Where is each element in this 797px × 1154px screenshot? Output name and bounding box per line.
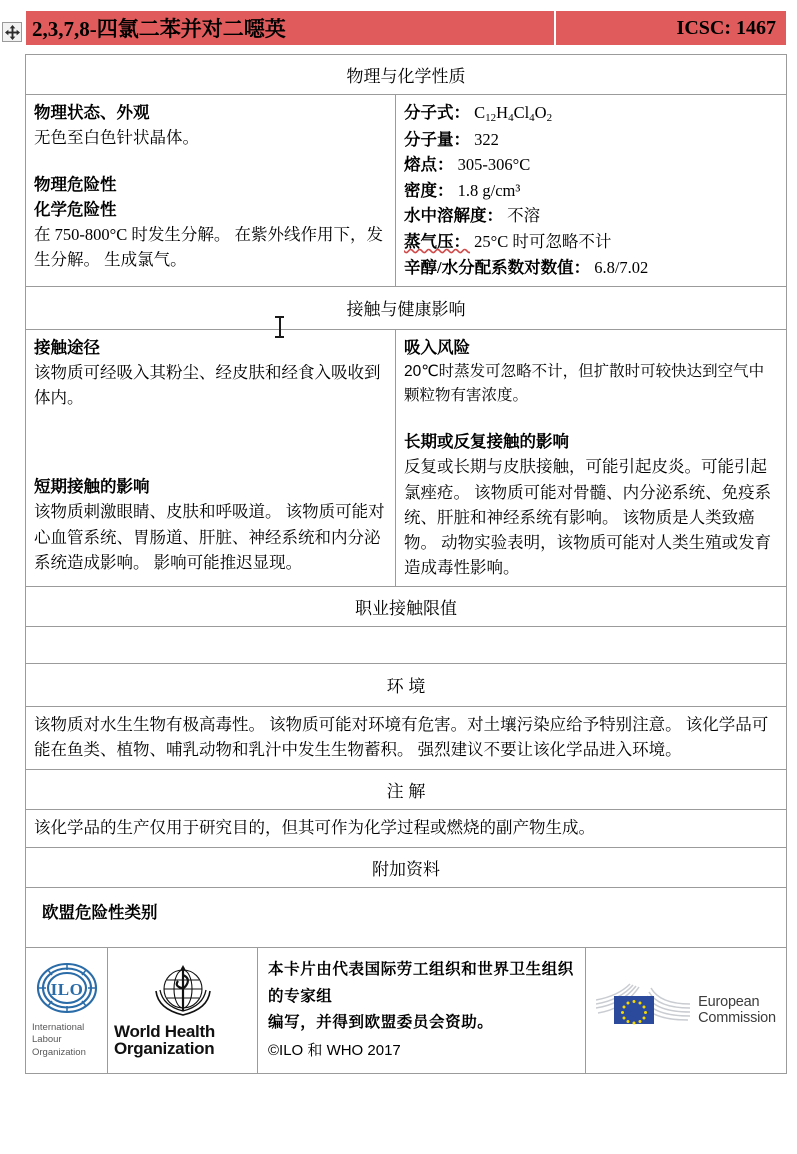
notes-text: 该化学品的生产仅用于研究目的，但其可作为化学过程或燃烧的副产物生成。 xyxy=(34,817,595,837)
eu-text-line-2: Commission xyxy=(698,1010,776,1027)
melting-point xyxy=(404,152,778,178)
water-solubility-value: 不溶 xyxy=(507,206,541,226)
ilo-logo-label xyxy=(30,1022,86,1060)
molecular-weight xyxy=(404,127,778,153)
long-term-text: 反复或长期与皮肤接触，可能引起皮炎。可能引起氯痤疮。 该物质可能对骨髓、内分泌系统、免疫系统、肝脏和神经系统有影响。 该物质是人类致癌物。 动物实验表明，该物质可能对人类生殖或发育造成毒性影响。 xyxy=(404,457,772,577)
physical-state-heading: 物理状态、外观 xyxy=(34,103,150,122)
molecular-weight-label: 分子量： xyxy=(404,129,470,149)
credit-line-2: 编写，并得到欧盟委员会资助。 xyxy=(268,1014,494,1032)
who-label-line-1: World Health xyxy=(114,1021,215,1041)
density-value: 1.8 g/cm³ xyxy=(457,180,521,200)
card-header xyxy=(25,10,787,46)
substance-title: 2,3,7,8-四氯二苯并对二噁英 xyxy=(26,11,554,45)
inhalation-risk-text: 20℃时蒸发可忽略不计，但扩散时可较快达到空气中颗粒物有害浓度。 xyxy=(404,363,765,404)
molecular-formula-value: $C_{12}H_4Cl_4O_2$ xyxy=(474,103,553,124)
logp-label: 辛醇/水分配系数对数值： xyxy=(404,257,591,277)
logp-value: 6.8/7.02 xyxy=(594,257,649,277)
physical-chemical-right xyxy=(396,95,786,286)
short-term-text: 该物质刺激眼睛、皮肤和呼吸道。 该物质可能对心血管系统、胃肠道、肝脏、神经系统和内分泌系统造成影响。 影响可能推迟显现。 xyxy=(34,502,385,572)
exposure-health-row xyxy=(26,330,786,587)
section-heading-environment: 环 境 xyxy=(26,664,786,707)
eu-text-line-1: European xyxy=(698,993,760,1010)
ilo-logo-cell xyxy=(26,948,108,1072)
additional-body xyxy=(26,888,786,948)
notes-body xyxy=(26,810,786,848)
vapour-pressure-label: 蒸气压： xyxy=(404,232,470,252)
svg-text:ILO: ILO xyxy=(50,979,83,999)
card-body xyxy=(25,54,787,1074)
eu-logo-wrap xyxy=(596,982,776,1038)
molecular-weight-value: 322 xyxy=(474,129,499,149)
physical-danger-heading: 物理危险性 xyxy=(34,175,117,195)
chemical-danger-text: 在 750-800°C 时发生分解。 在紫外线作用下，发生分解。 生成氯气。 xyxy=(34,225,383,270)
logp xyxy=(404,255,778,281)
spacer xyxy=(34,150,387,172)
european-commission-flag-icon xyxy=(596,982,692,1038)
ilo-label-line-3: Organization xyxy=(32,1047,86,1059)
eu-classification-heading: 欧盟危险性类别 xyxy=(42,903,158,923)
inhalation-risk-heading: 吸入风险 xyxy=(404,338,470,358)
vapour-pressure-value: 25°C 时可忽略不计 xyxy=(474,232,612,252)
copyright-line: ©ILO 和 WHO 2017 xyxy=(268,1042,401,1060)
density-label: 密度： xyxy=(404,180,454,200)
melting-point-label: 熔点： xyxy=(404,155,454,175)
move-arrows-icon xyxy=(5,25,20,40)
ilo-label-line-2: Labour xyxy=(32,1034,62,1046)
molecular-formula xyxy=(404,100,778,127)
who-label-line-2: Organization xyxy=(114,1039,215,1059)
chemical-danger-heading: 化学危险性 xyxy=(34,200,117,220)
exposure-routes-heading: 接触途径 xyxy=(34,338,100,358)
credit-line-1: 本卡片由代表国际劳工组织和世界卫生组织的专家组 xyxy=(268,961,574,1005)
vapour-pressure xyxy=(404,229,778,255)
environment-body xyxy=(26,707,786,770)
water-solubility xyxy=(404,203,778,229)
exposure-health-right xyxy=(396,330,786,586)
short-term-heading: 短期接触的影响 xyxy=(34,477,150,497)
density xyxy=(404,178,778,204)
section-heading-physical-chemical: 物理与化学性质 xyxy=(26,55,786,95)
environment-text: 该物质对水生生物有极高毒性。 该物质可能对环境有危害。对土壤污染应给予特别注意。 该化学品可能在鱼类、植物、哺乳动物和乳汁中发生生物蓄积。 强烈建议不要让该化学品进入环境。 xyxy=(34,714,769,759)
eu-logo-cell xyxy=(586,948,786,1072)
text-cursor xyxy=(275,316,284,338)
molecular-formula-label: 分子式： xyxy=(404,103,470,122)
physical-chemical-row xyxy=(26,95,786,287)
credit-cell xyxy=(258,948,586,1072)
long-term-heading: 长期或反复接触的影响 xyxy=(404,432,569,452)
who-logo-cell xyxy=(108,948,258,1072)
section-heading-occupational-limits: 职业接触限值 xyxy=(26,587,786,627)
section-heading-exposure-health: 接触与健康影响 xyxy=(26,287,786,330)
physical-chemical-left xyxy=(26,95,396,286)
move-handle[interactable] xyxy=(2,22,22,42)
section-heading-notes: 注 解 xyxy=(26,770,786,810)
eu-logo-text xyxy=(698,994,776,1027)
ilo-logo-icon xyxy=(34,961,100,1017)
card-footer xyxy=(26,948,786,1072)
exposure-health-left xyxy=(26,330,396,586)
who-logo-label xyxy=(112,1023,215,1059)
occupational-limits-body xyxy=(26,627,786,664)
exposure-routes-text: 该物质可经吸入其粉尘、经皮肤和经食入吸收到体内。 xyxy=(34,363,381,408)
who-logo-icon xyxy=(146,963,220,1019)
physical-state-text: 无色至白色针状晶体。 xyxy=(34,128,199,148)
ilo-label-line-1: International xyxy=(32,1021,85,1033)
icsc-number: ICSC: 1467 xyxy=(556,11,786,45)
water-solubility-label: 水中溶解度： xyxy=(404,206,503,226)
spacer xyxy=(404,407,778,429)
spacer xyxy=(34,410,387,474)
melting-point-value: 305-306°C xyxy=(457,155,531,175)
section-heading-additional: 附加资料 xyxy=(26,848,786,888)
